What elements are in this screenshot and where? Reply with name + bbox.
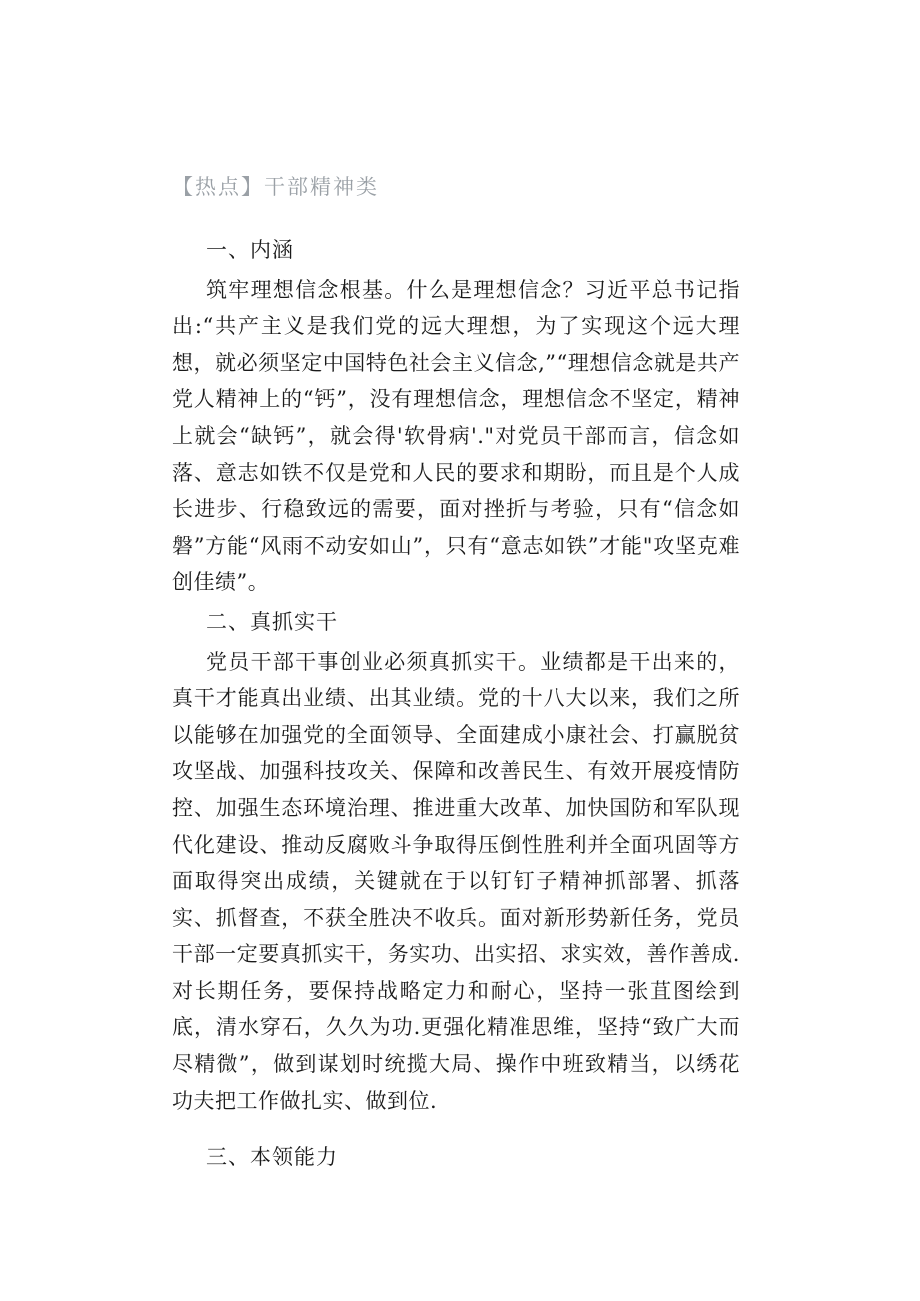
section-paragraph-connotation: 筑牢理想信念根基。什么是理想信念？习近平总书记指出:“共产主义是我们党的远大理想，为了实现这个远大理想，就必须坚定中国特色社会主义信念,”“理想信念就是共产党人精神上的“钙”，没有理想信念，理想信念不坚定，精神上就会“缺钙”，就会得'软骨病'."对党员干部而言，信念如落、意志如铁不仅是党和人民的要求和期盼，而且是个人成长进步、行稳致远的需要，面对挫折与考验，只有“信念如磐”方能“风雨不动安如山”，只有“意志如铁”才能"攻坚克难创佳绩”。 [172, 277, 740, 595]
topic-tag: 【热点】干部精神类 [172, 175, 379, 199]
section-heading-connotation: 一、内涵 [206, 238, 294, 262]
section-heading-ability: 三、本领能力 [206, 1145, 338, 1170]
document-body [172, 232, 740, 1176]
section-heading-practical-work: 二、真抓实干 [206, 609, 338, 634]
section-paragraph-practical-work: 党员干部干事创业必须真抓实干。业绩都是干出来的，真干才能真出业绩、出其业绩。党的十八大以来，我们之所以能够在加强党的全面领导、全面建成小康社会、打赢脱贫攻坚战、加强科技攻关、保障和改善民生、有效开展疫情防控、加强生态环境治理、推进重大改革、加快国防和军队现代化建设、推动反腐败斗争取得压倒性胜利并全面巩固等方面取得突出成绩，关键就在于以钉钉子精神抓部署、抓落实、抓督查，不获全胜决不收兵。面对新形势新任务，党员干部一定要真抓实干，务实功、出实招、求实效，善作善成.对长期任务，要保持战略定力和耐心，坚持一张苴图绘到底，清水穿石，久久为功.更强化精准思维，坚持“致广大而尽精微”，做到谋划时统揽大局、操作中班致精当，以绣花功夫把工作做扎实、做到位. [172, 649, 740, 1113]
section-spacer [172, 1119, 740, 1139]
